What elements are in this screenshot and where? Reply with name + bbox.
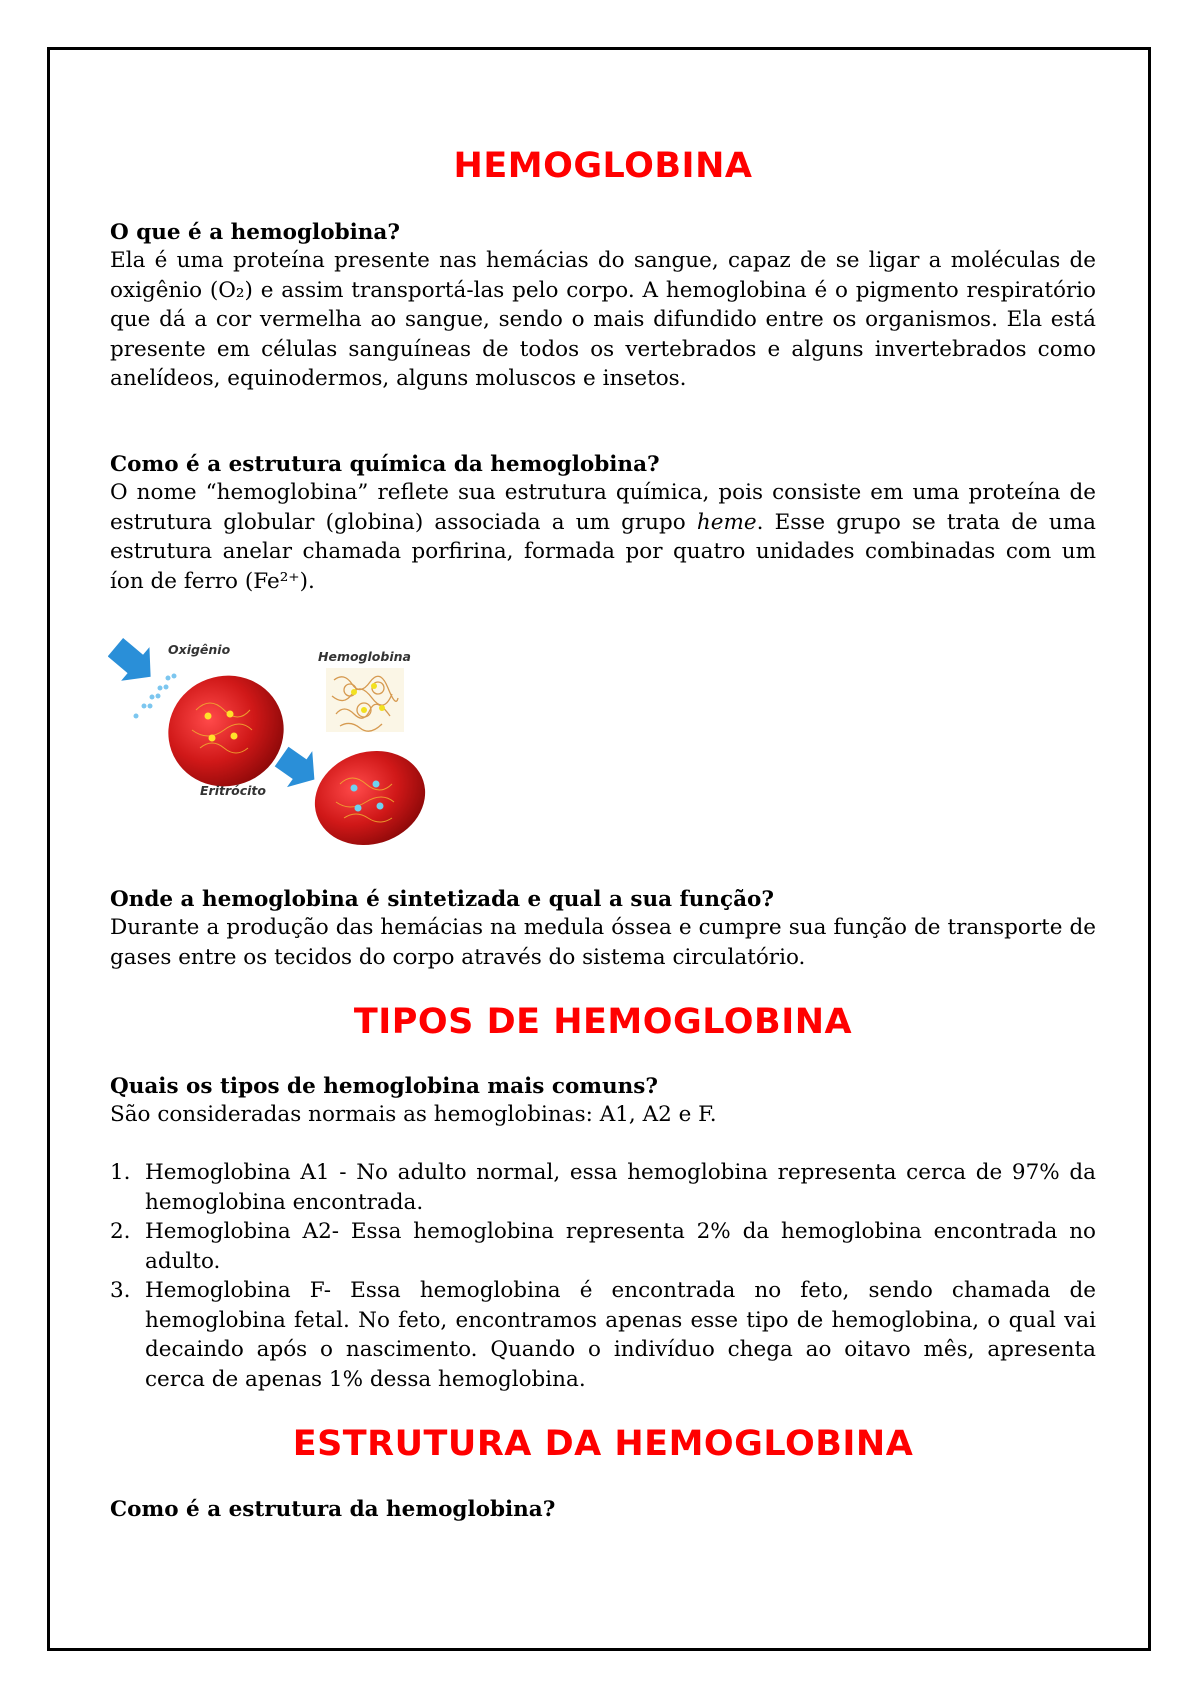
paragraph-chemical-structure-a: O nome “hemoglobina” reflete sua estrutura química, pois consiste em uma proteína de estrutura globular (globina) associada a um grupo	[110, 480, 1096, 535]
list-item	[110, 1217, 1096, 1276]
title-estrutura: ESTRUTURA DA HEMOGLOBINA	[292, 1424, 914, 1464]
question-what-is: O que é a hemoglobina?	[110, 220, 400, 245]
types-list	[110, 1158, 1096, 1394]
paragraph-chemical-structure	[110, 478, 1096, 596]
list-text: Hemoglobina A1 - No adulto normal, essa hemoglobina representa cerca de 97% da hemoglobina encontrada.	[145, 1160, 1096, 1215]
paragraph-what-is: Ela é uma proteína presente nas hemácias do sangue, capaz de se ligar a moléculas de oxigênio (O₂) e assim transportá-las pelo corpo. A hemoglobina é o pigmento respiratório que dá a cor vermelha ao sangue, sendo o mais difundido entre os organismos. Ela está presente em células sanguíneas de todos os vertebrados e alguns invertebrados como anelídeos, equinodermos, alguns moluscos e insetos.	[110, 248, 1096, 391]
list-item	[110, 1158, 1096, 1217]
question-chemical-structure: Como é a estrutura química da hemoglobina?	[110, 452, 660, 477]
paragraph-synthesis: Durante a produção das hemácias na medula óssea e cumpre sua função de transporte de gases entre os tecidos do corpo através do sistema circulatório.	[110, 915, 1096, 970]
label-oxigenio: Oxigênio	[168, 642, 231, 657]
list-text: Hemoglobina A2- Essa hemoglobina representa 2% da hemoglobina encontrada no adulto.	[145, 1219, 1096, 1274]
label-eritrocito: Eritrócito	[200, 783, 266, 798]
paragraph-types: São consideradas normais as hemoglobinas: A1, A2 e F.	[110, 1102, 717, 1127]
list-number: 1.	[110, 1160, 131, 1185]
oxygen-molecules	[134, 674, 177, 719]
hemoglobin-illustration	[108, 630, 458, 848]
question-synthesis: Onde a hemoglobina é sintetizada e qual a sua função?	[110, 887, 774, 912]
title-hemoglobina: HEMOGLOBINA	[453, 146, 753, 186]
heme-term: heme	[696, 509, 757, 535]
paragraph-chemical-structure-b: . Esse grupo se trata de uma estrutura anelar chamada porfirina, formada por quatro unidades combinadas com um íon de ferro (Fe²⁺).	[110, 509, 1096, 594]
erythrocyte-2	[303, 737, 438, 848]
list-item	[110, 1276, 1096, 1394]
arrow-icon	[108, 630, 165, 693]
title-tipos: TIPOS DE HEMOGLOBINA	[353, 1002, 853, 1042]
question-structure: Como é a estrutura da hemoglobina?	[110, 1497, 556, 1522]
list-text: Hemoglobina F- Essa hemoglobina é encontrada no feto, sendo chamada de hemoglobina fetal. No feto, encontramos apenas esse tipo de hemoglobina, o qual vai decaindo após o nascimento. Quando o indivíduo chega ao oitavo mês, apresenta cerca de apenas 1% dessa hemoglobina.	[145, 1278, 1096, 1392]
question-types: Quais os tipos de hemoglobina mais comuns?	[110, 1074, 659, 1099]
list-number: 2.	[110, 1219, 131, 1244]
list-number: 3.	[110, 1278, 131, 1303]
label-hemoglobina: Hemoglobina	[318, 649, 411, 664]
erythrocyte-1	[153, 659, 300, 802]
